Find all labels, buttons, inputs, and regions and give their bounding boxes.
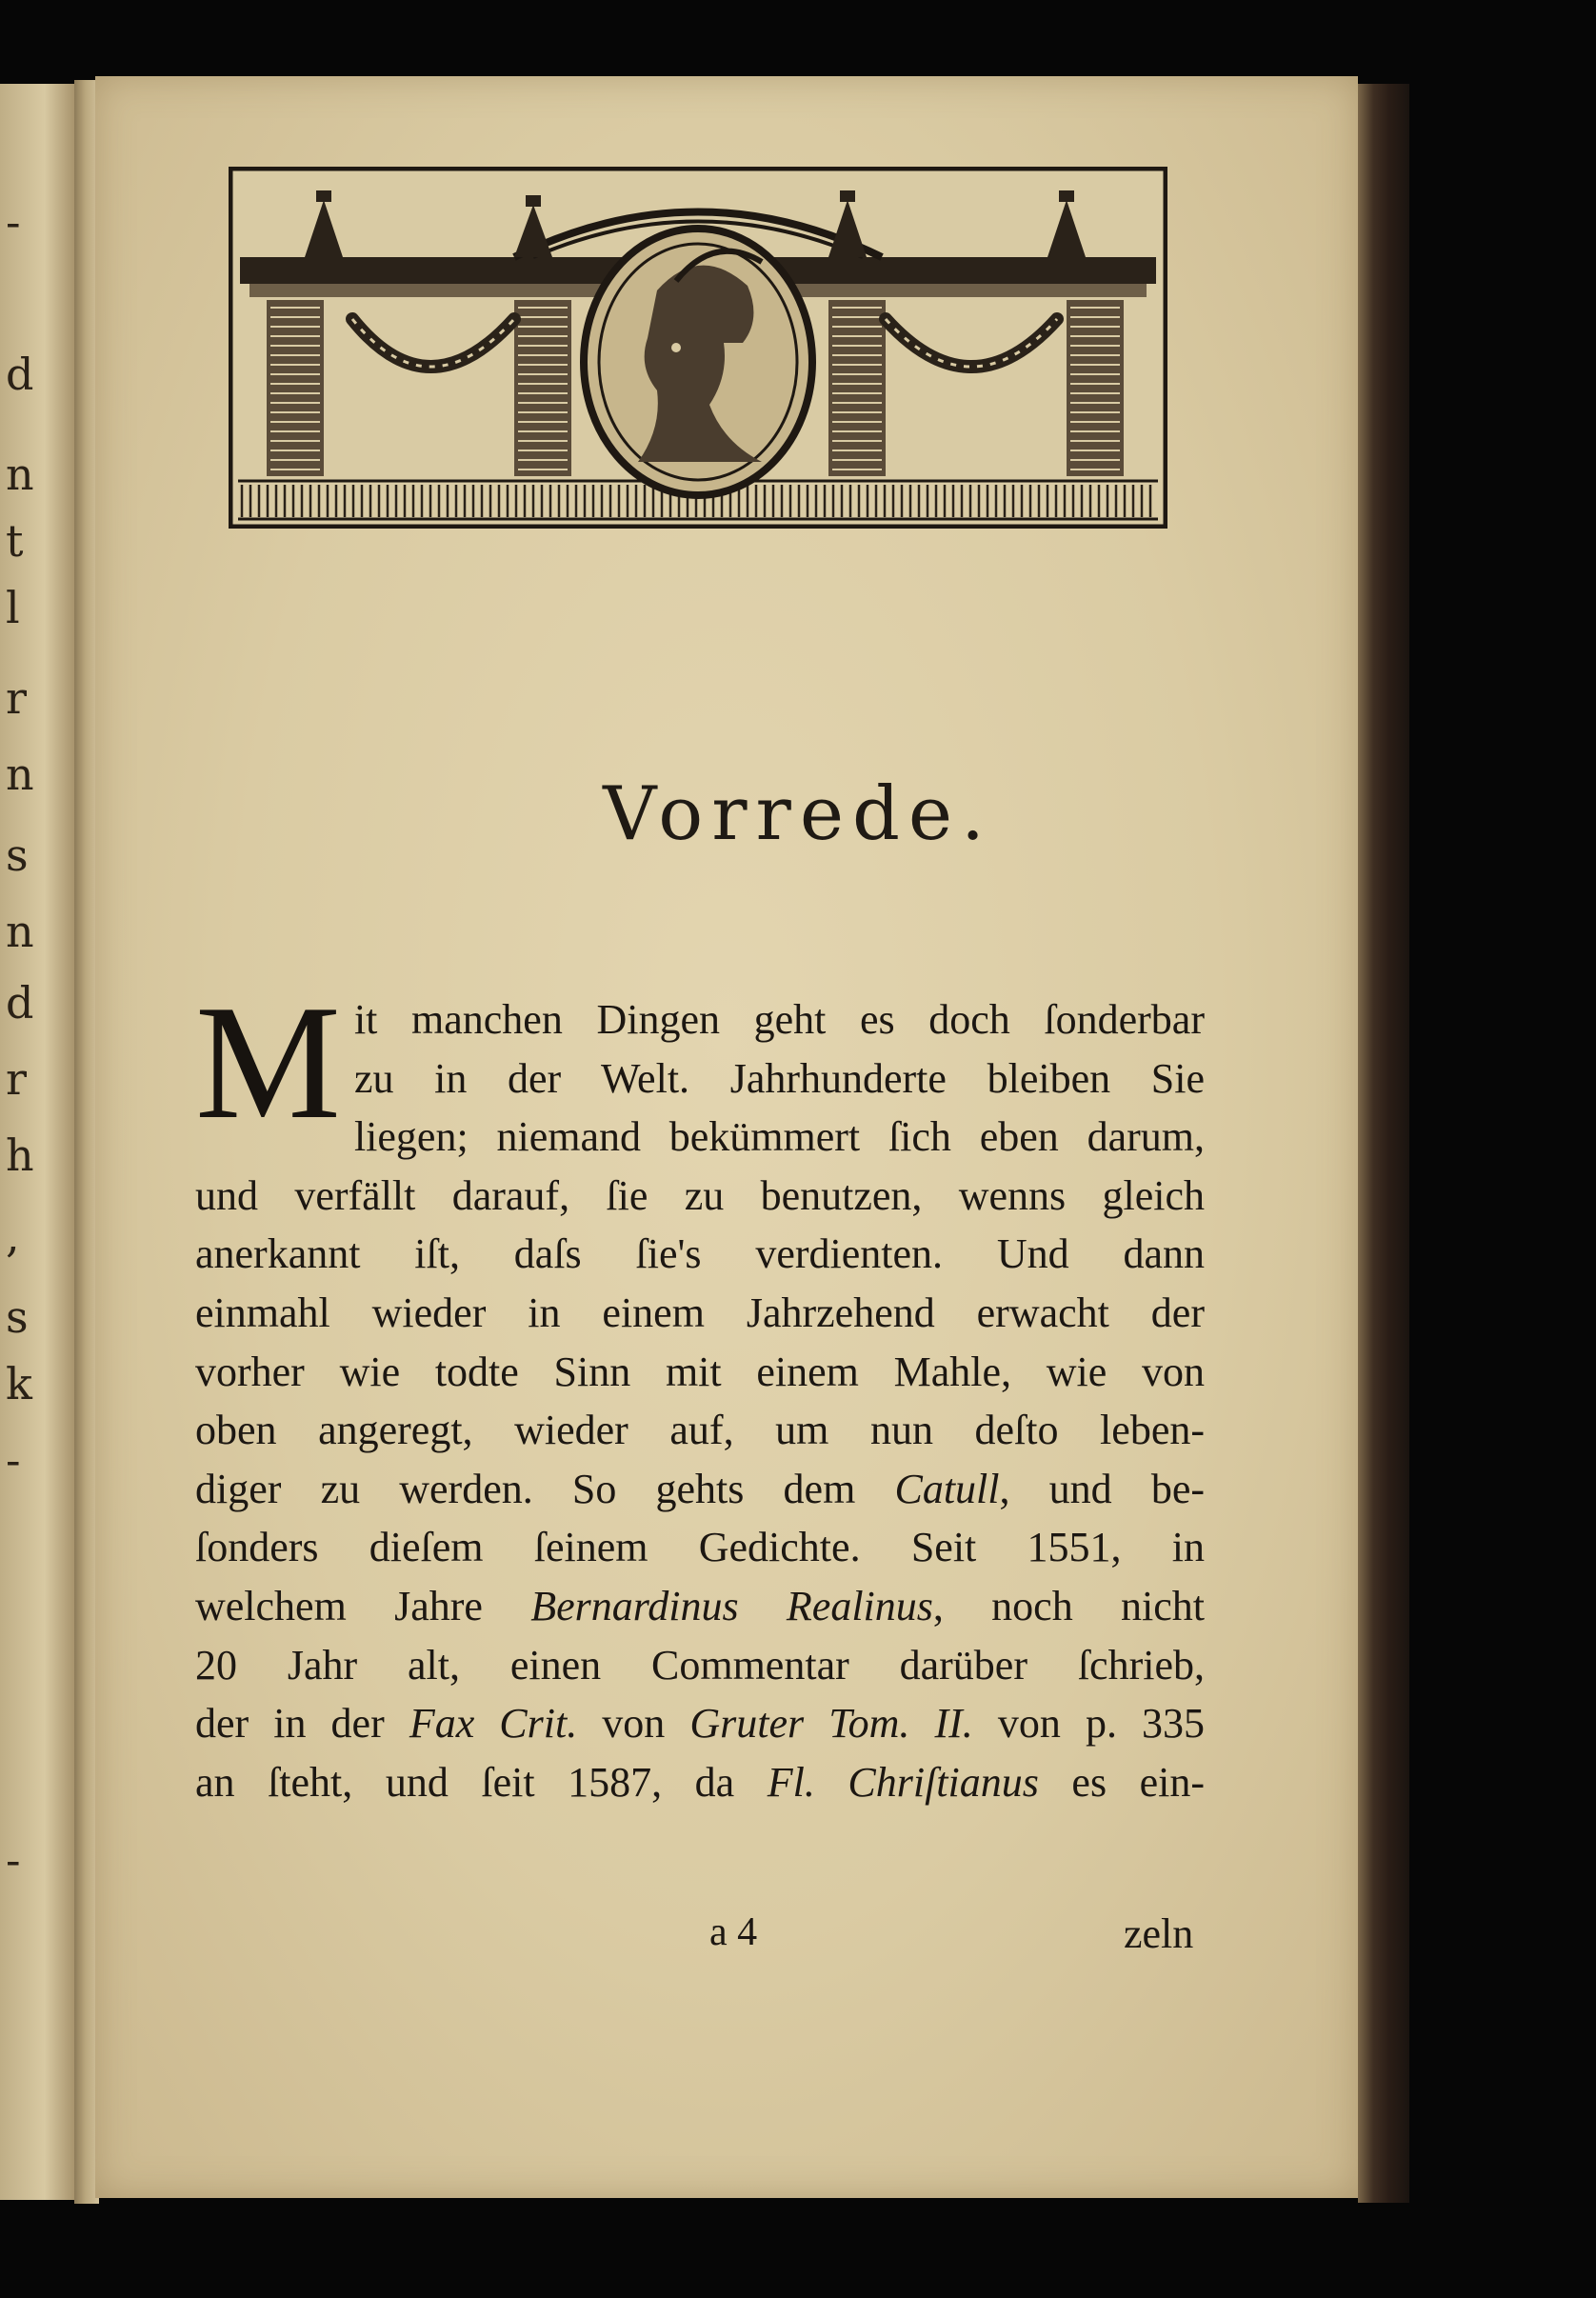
text-line bbox=[195, 1460, 1205, 1519]
left-page-letter-fragment: s bbox=[6, 1291, 29, 1343]
text-line bbox=[195, 1577, 1205, 1636]
ornamental-headpiece-icon bbox=[229, 167, 1167, 529]
text-line: ſonders dieſem ſeinem Gedichte. Seit 1551, in bbox=[195, 1524, 1205, 1571]
italic-name: Bernardinus Realinus bbox=[530, 1582, 933, 1629]
text-line: anerkannt iſt, daſs ſie's verdienten. Und dann bbox=[195, 1230, 1205, 1278]
text-run: es ein- bbox=[1038, 1758, 1206, 1806]
text-line: liegen; niemand bekümmert ſich eben darum, bbox=[353, 1113, 1205, 1161]
text-run: von bbox=[577, 1700, 690, 1748]
italic-name: Catull bbox=[894, 1465, 1000, 1512]
text-run: der in der bbox=[195, 1700, 385, 1748]
left-page-letter-fragment: r bbox=[6, 1053, 27, 1105]
italic-reference: Fax Crit. bbox=[409, 1700, 578, 1748]
text-run: an ſteht, und ſeit 1587, da bbox=[195, 1758, 735, 1806]
text-line: oben angeregt, wieder auf, um nun deſto leben- bbox=[195, 1407, 1205, 1454]
text-run: , noch nicht bbox=[932, 1582, 1205, 1629]
left-page-letter-fragment: , bbox=[6, 1210, 20, 1262]
left-page-letter-fragment: d bbox=[6, 977, 34, 1029]
text-run: welchem Jahre bbox=[195, 1582, 483, 1629]
text-run: , und be- bbox=[999, 1465, 1205, 1512]
left-page-letter-fragment: - bbox=[6, 1434, 21, 1486]
left-page-letter-fragment: h bbox=[6, 1129, 34, 1181]
signature-mark: a 4 bbox=[709, 1910, 758, 1954]
left-page-letter-fragment: n bbox=[6, 906, 34, 957]
page-stack-edge bbox=[1358, 84, 1409, 2203]
left-page-letter-fragment: d bbox=[6, 349, 34, 400]
italic-name: Fl. Chriſtianus bbox=[767, 1758, 1039, 1806]
left-page-letter-fragment: r bbox=[6, 672, 27, 724]
page-title: Vorrede. bbox=[603, 771, 993, 857]
text-run: diger zu werden. So gehts dem bbox=[195, 1465, 856, 1512]
text-run: von p. 335 bbox=[972, 1700, 1206, 1748]
body-paragraph bbox=[195, 972, 1206, 1811]
left-page-letter-fragment: - bbox=[6, 196, 21, 248]
drop-cap: M bbox=[195, 972, 341, 1153]
left-page-letter-fragment: n bbox=[6, 749, 34, 800]
left-page-letter-fragment: - bbox=[6, 1834, 21, 1886]
left-page-letter-fragment: t bbox=[6, 515, 24, 567]
text-line: vorher wie todte Sinn mit einem Mahle, wie von bbox=[195, 1348, 1205, 1395]
left-page-edge bbox=[0, 84, 74, 2200]
text-line: und verfällt darauf, ſie zu benutzen, wenns gleich bbox=[195, 1171, 1205, 1219]
left-page-letter-fragment: l bbox=[6, 582, 20, 633]
text-line bbox=[195, 1753, 1205, 1812]
text-line: 20 Jahr alt, einen Commentar darüber ſchrieb, bbox=[195, 1641, 1205, 1689]
text-line: einmahl wieder in einem Jahrzehend erwacht der bbox=[195, 1289, 1205, 1336]
text-line: it manchen Dingen geht es doch ſonderbar bbox=[353, 996, 1205, 1043]
text-line bbox=[195, 1694, 1205, 1753]
left-page-letter-fragment: k bbox=[6, 1358, 32, 1409]
italic-reference: Gruter Tom. II. bbox=[689, 1700, 973, 1748]
left-page-letter-fragment: n bbox=[6, 449, 34, 500]
catchword: zeln bbox=[1124, 1910, 1194, 1957]
left-page-letter-fragment: s bbox=[6, 829, 29, 881]
text-line: zu in der Welt. Jahrhunderte bleiben Sie bbox=[353, 1054, 1205, 1102]
